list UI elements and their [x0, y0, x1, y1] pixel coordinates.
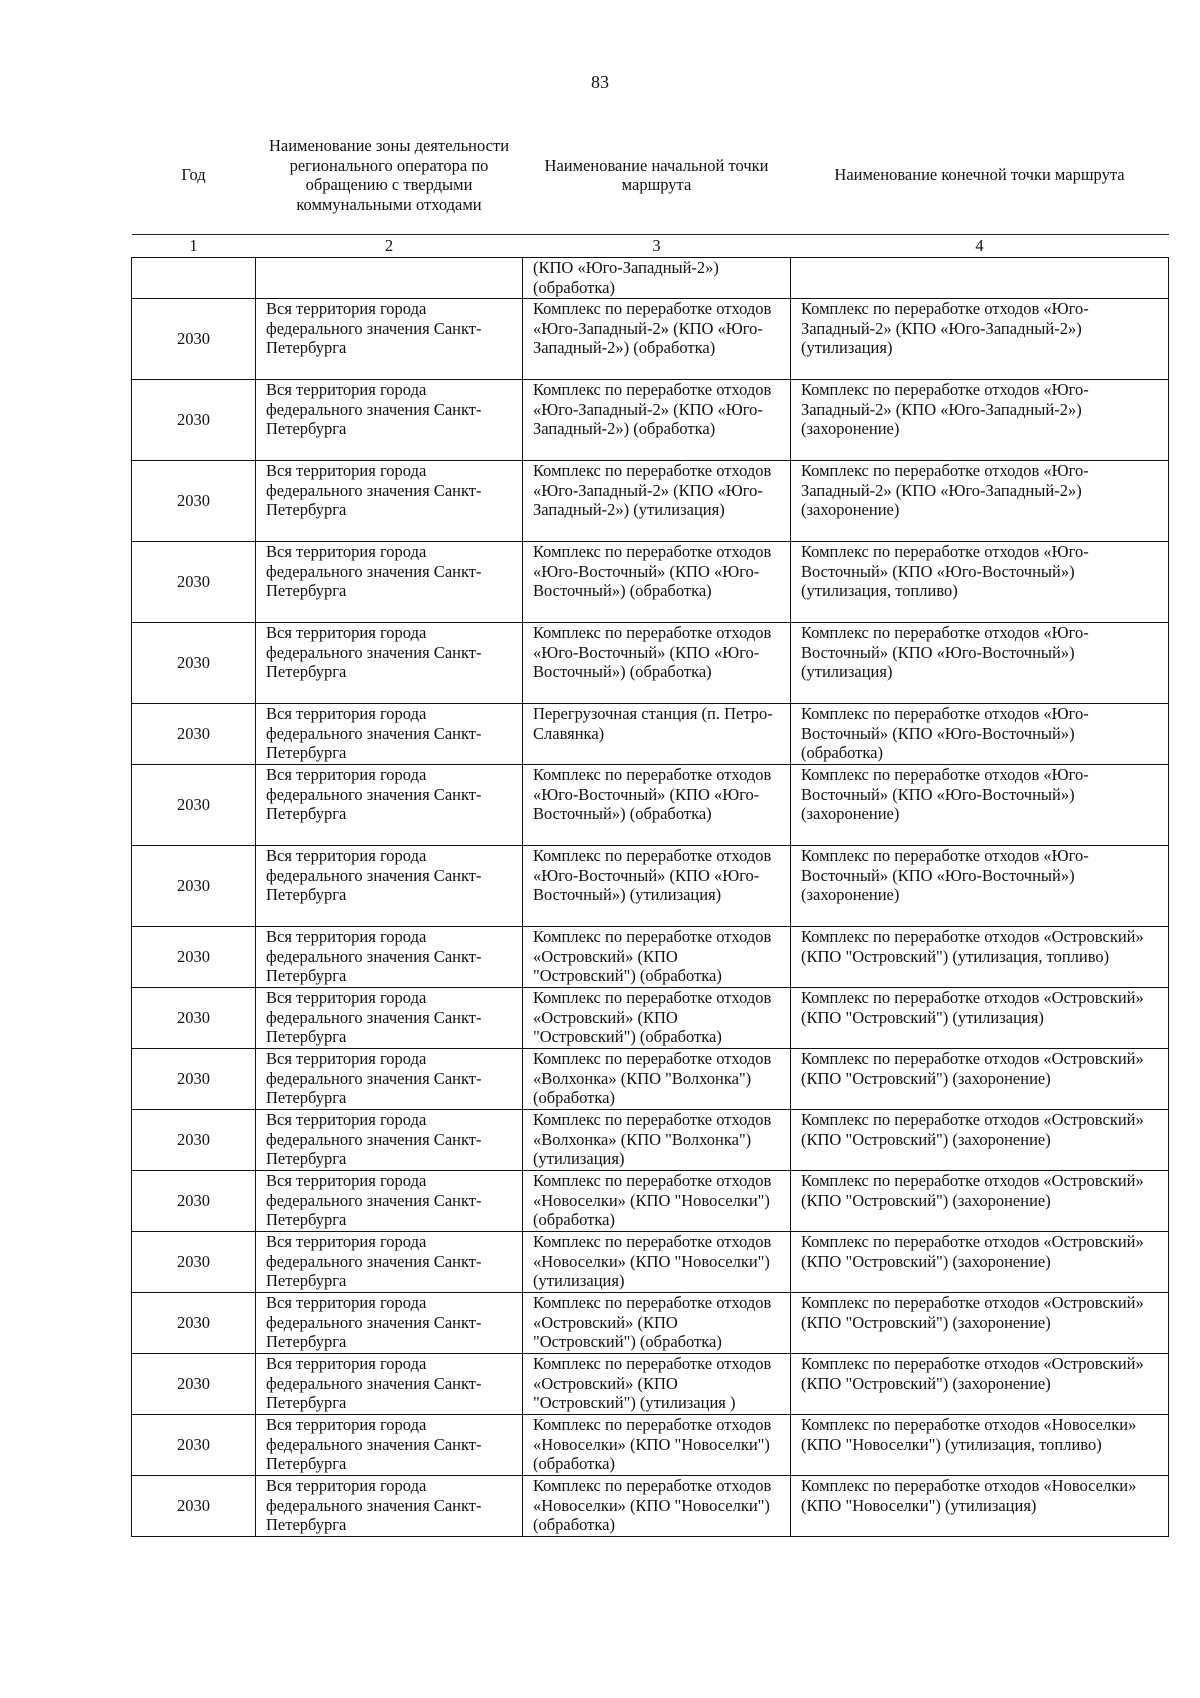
- cell-year: 2030: [132, 765, 256, 846]
- cell-end-point: Комплекс по переработке отходов «Островский» (КПО "Островский") (захоронение): [791, 1171, 1169, 1232]
- header-year: Год: [181, 165, 206, 185]
- cell-end-point: Комплекс по переработке отходов «Юго-Восточный» (КПО «Юго-Восточный») (захоронение): [791, 765, 1169, 846]
- column-number: 4: [791, 235, 1169, 258]
- table-row: [132, 846, 1169, 927]
- table-row: [132, 1354, 1169, 1415]
- cell-year: 2030: [132, 623, 256, 704]
- cell-year: 2030: [132, 1415, 256, 1476]
- cell-start-point: Комплекс по переработке отходов «Юго-Западный-2» (КПО «Юго-Западный-2») (утилизация): [523, 461, 791, 542]
- cell-end-point: Комплекс по переработке отходов «Островский» (КПО "Островский") (захоронение): [791, 1232, 1169, 1293]
- cell-year: 2030: [132, 846, 256, 927]
- table-row: [132, 988, 1169, 1049]
- cell-zone: Вся территория города федерального значения Санкт-Петербурга: [256, 542, 523, 623]
- cell-start-point: Комплекс по переработке отходов «Юго-Восточный» (КПО «Юго-Восточный») (обработка): [523, 542, 791, 623]
- cell-end-point: Комплекс по переработке отходов «Юго-Восточный» (КПО «Юго-Восточный») (утилизация, топливо): [791, 542, 1169, 623]
- cell-zone: [256, 258, 523, 299]
- cell-start-point: Комплекс по переработке отходов «Юго-Восточный» (КПО «Юго-Восточный») (обработка): [523, 623, 791, 704]
- cell-year: 2030: [132, 1232, 256, 1293]
- cell-zone: Вся территория города федерального значения Санкт-Петербурга: [256, 1476, 523, 1537]
- cell-year: 2030: [132, 1110, 256, 1171]
- cell-end-point: Комплекс по переработке отходов «Новоселки» (КПО "Новоселки") (утилизация): [791, 1476, 1169, 1537]
- cell-zone: Вся территория города федерального значения Санкт-Петербурга: [256, 299, 523, 380]
- continuation-row: [132, 258, 1169, 299]
- table-row: [132, 927, 1169, 988]
- cell-start-point: Комплекс по переработке отходов «Новоселки» (КПО "Новоселки") (утилизация): [523, 1232, 791, 1293]
- table-row: [132, 299, 1169, 380]
- table-row: [132, 1171, 1169, 1232]
- cell-start-point: Комплекс по переработке отходов «Юго-Восточный» (КПО «Юго-Восточный») (утилизация): [523, 846, 791, 927]
- column-number: 3: [523, 235, 791, 258]
- cell-year: 2030: [132, 1049, 256, 1110]
- cell-year: 2030: [132, 1293, 256, 1354]
- table-row: [132, 1293, 1169, 1354]
- cell-zone: Вся территория города федерального значения Санкт-Петербурга: [256, 1049, 523, 1110]
- cell-end-point: Комплекс по переработке отходов «Островский» (КПО "Островский") (захоронение): [791, 1049, 1169, 1110]
- table-body: [132, 258, 1169, 1537]
- cell-end-point: Комплекс по переработке отходов «Юго-Восточный» (КПО «Юго-Восточный») (обработка): [791, 704, 1169, 765]
- cell-end-point: Комплекс по переработке отходов «Юго-Западный-2» (КПО «Юго-Западный-2») (захоронение): [791, 380, 1169, 461]
- header-zone: Наименование зоны деятельности регионального оператора по обращению с твердыми коммунальными отходами: [268, 136, 510, 214]
- cell-zone: Вся территория города федерального значения Санкт-Петербурга: [256, 461, 523, 542]
- cell-end-point: [791, 258, 1169, 299]
- table-row: [132, 765, 1169, 846]
- cell-year: 2030: [132, 1476, 256, 1537]
- column-number: 1: [132, 235, 256, 258]
- table-row: [132, 1415, 1169, 1476]
- cell-year: 2030: [132, 380, 256, 461]
- cell-end-point: Комплекс по переработке отходов «Островский» (КПО "Островский") (утилизация): [791, 988, 1169, 1049]
- cell-start-point: Комплекс по переработке отходов «Новоселки» (КПО "Новоселки") (обработка): [523, 1476, 791, 1537]
- cell-zone: Вся территория города федерального значения Санкт-Петербурга: [256, 704, 523, 765]
- cell-start-point: Комплекс по переработке отходов «Юго-Западный-2» (КПО «Юго-Западный-2») (обработка): [523, 380, 791, 461]
- table-header: [132, 116, 1169, 258]
- cell-start-point: (КПО «Юго-Западный-2») (обработка): [523, 258, 791, 299]
- cell-start-point: Комплекс по переработке отходов «Волхонка» (КПО "Волхонка") (утилизация): [523, 1110, 791, 1171]
- column-number: 2: [256, 235, 523, 258]
- table-row: [132, 542, 1169, 623]
- table-row: [132, 1232, 1169, 1293]
- cell-end-point: Комплекс по переработке отходов «Островский» (КПО "Островский") (захоронение): [791, 1293, 1169, 1354]
- table-row: [132, 380, 1169, 461]
- cell-zone: Вся территория города федерального значения Санкт-Петербурга: [256, 1232, 523, 1293]
- cell-year: 2030: [132, 461, 256, 542]
- cell-start-point: Комплекс по переработке отходов «Островский» (КПО "Островский") (обработка): [523, 927, 791, 988]
- cell-zone: Вся территория города федерального значения Санкт-Петербурга: [256, 1354, 523, 1415]
- cell-start-point: Комплекс по переработке отходов «Новоселки» (КПО "Новоселки") (обработка): [523, 1415, 791, 1476]
- table-row: [132, 1049, 1169, 1110]
- page-number: 83: [591, 72, 609, 92]
- cell-zone: Вся территория города федерального значения Санкт-Петербурга: [256, 988, 523, 1049]
- cell-end-point: Комплекс по переработке отходов «Юго-Западный-2» (КПО «Юго-Западный-2») (утилизация): [791, 299, 1169, 380]
- header-end-point: Наименование конечной точки маршрута: [834, 165, 1125, 185]
- cell-end-point: Комплекс по переработке отходов «Островский» (КПО "Островский") (утилизация, топливо): [791, 927, 1169, 988]
- cell-start-point: Комплекс по переработке отходов «Новоселки» (КПО "Новоселки") (обработка): [523, 1171, 791, 1232]
- table-row: [132, 704, 1169, 765]
- table-row: [132, 1110, 1169, 1171]
- header-start-point: Наименование начальной точки маршрута: [544, 155, 769, 194]
- cell-end-point: Комплекс по переработке отходов «Островский» (КПО "Островский") (захоронение): [791, 1110, 1169, 1171]
- cell-start-point: Комплекс по переработке отходов «Островский» (КПО "Островский") (обработка): [523, 1293, 791, 1354]
- table-row: [132, 623, 1169, 704]
- cell-start-point: Комплекс по переработке отходов «Волхонка» (КПО "Волхонка") (обработка): [523, 1049, 791, 1110]
- cell-zone: Вся территория города федерального значения Санкт-Петербурга: [256, 1171, 523, 1232]
- cell-zone: Вся территория города федерального значения Санкт-Петербурга: [256, 1110, 523, 1171]
- cell-zone: Вся территория города федерального значения Санкт-Петербурга: [256, 623, 523, 704]
- routes-table: [131, 116, 1169, 1537]
- cell-end-point: Комплекс по переработке отходов «Новоселки» (КПО "Новоселки") (утилизация, топливо): [791, 1415, 1169, 1476]
- cell-end-point: Комплекс по переработке отходов «Островский» (КПО "Островский") (захоронение): [791, 1354, 1169, 1415]
- cell-end-point: Комплекс по переработке отходов «Юго-Западный-2» (КПО «Юго-Западный-2») (захоронение): [791, 461, 1169, 542]
- cell-zone: Вся территория города федерального значения Санкт-Петербурга: [256, 846, 523, 927]
- cell-start-point: Комплекс по переработке отходов «Юго-Западный-2» (КПО «Юго-Западный-2») (обработка): [523, 299, 791, 380]
- cell-end-point: Комплекс по переработке отходов «Юго-Восточный» (КПО «Юго-Восточный») (утилизация): [791, 623, 1169, 704]
- cell-start-point: Комплекс по переработке отходов «Островский» (КПО "Островский") (обработка): [523, 988, 791, 1049]
- cell-year: [132, 258, 256, 299]
- cell-year: 2030: [132, 1354, 256, 1415]
- cell-zone: Вся территория города федерального значения Санкт-Петербурга: [256, 1415, 523, 1476]
- cell-year: 2030: [132, 542, 256, 623]
- cell-start-point: Перегрузочная станция (п. Петро-Славянка): [523, 704, 791, 765]
- cell-zone: Вся территория города федерального значения Санкт-Петербурга: [256, 765, 523, 846]
- cell-year: 2030: [132, 299, 256, 380]
- cell-start-point: Комплекс по переработке отходов «Островский» (КПО "Островский") (утилизация ): [523, 1354, 791, 1415]
- cell-year: 2030: [132, 1171, 256, 1232]
- table-row: [132, 461, 1169, 542]
- cell-year: 2030: [132, 704, 256, 765]
- table-row: [132, 1476, 1169, 1537]
- cell-end-point: Комплекс по переработке отходов «Юго-Восточный» (КПО «Юго-Восточный») (захоронение): [791, 846, 1169, 927]
- cell-zone: Вся территория города федерального значения Санкт-Петербурга: [256, 927, 523, 988]
- cell-start-point: Комплекс по переработке отходов «Юго-Восточный» (КПО «Юго-Восточный») (обработка): [523, 765, 791, 846]
- cell-zone: Вся территория города федерального значения Санкт-Петербурга: [256, 1293, 523, 1354]
- cell-year: 2030: [132, 927, 256, 988]
- cell-zone: Вся территория города федерального значения Санкт-Петербурга: [256, 380, 523, 461]
- cell-year: 2030: [132, 988, 256, 1049]
